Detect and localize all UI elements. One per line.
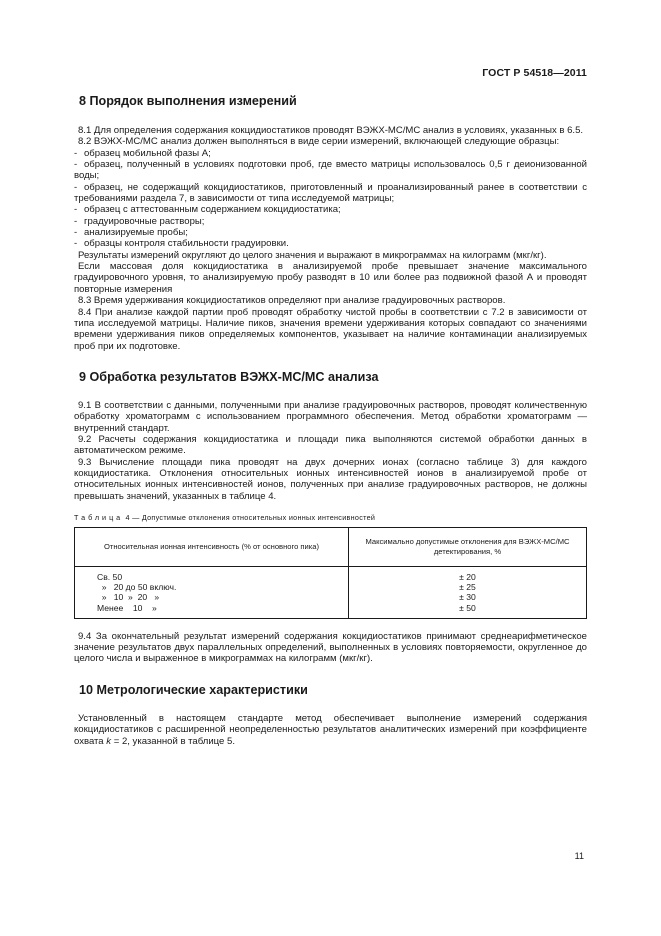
table-header-deviation: Максимально допустимые отклонения для ВЭЖХ-МС/МС детектирования, % (349, 527, 587, 566)
page-content (74, 94, 587, 747)
list-item: - анализируемые пробы; (74, 227, 188, 239)
section-9 (74, 370, 587, 665)
paragraph-9-1: 9.1 В соответствии с данными, полученными при анализе градуировочных растворов, проводят количественную обработку хроматограмм с использованием программного обеспечения. Метод обработки хроматограмм — внутренний стандарт. (74, 399, 587, 434)
paragraph-8-2: 8.2 ВЭЖХ-МС/МС анализ должен выполняться в виде серии измерений, включающей следующие образцы: (78, 136, 560, 148)
document-code: ГОСТ Р 54518—2011 (482, 67, 587, 79)
table-header-row (75, 527, 587, 566)
table-row (75, 582, 587, 592)
paragraph-results: Результаты измерений округляют до целого значения и выражают в микрограммах на килограмм (мкг/кг). (78, 249, 547, 261)
list-item: - градуировочные растворы; (74, 215, 205, 227)
section-10-title: 10 Метрологические характеристики (79, 682, 308, 697)
paragraph-8-4: 8.4 При анализе каждой партии проб проводят обработку чистой пробы в соответствии с 7.2 в зависимости от типа исследуемой матрицы. Наличие пиков, значения времени удерживания которых совпадают со значениями времени удерживания пиков определяемых компонентов, указывает на наличие контаминации анализируемых проб при их подготовке. (74, 306, 587, 352)
list-item: - образец мобильной фазы А; (74, 147, 211, 159)
section-10 (74, 683, 587, 747)
list-item: - образец, полученный в условиях подготовки проб, где вместо матрицы использовалось 0,5 г деионизованной воды; (74, 159, 587, 182)
table-header-intensity: Относительная ионная интенсивность (% от основного пика) (75, 527, 349, 566)
paragraph-8-1: 8.1 Для определения содержания кокцидиостатиков проводят ВЭЖХ-МС/МС анализ в условиях, указанных в 6.5. (78, 125, 584, 136)
table-cell-range: » 10 » 20 » (75, 592, 349, 602)
list-item: - образец, не содержащий кокцидиостатиков, приготовленный и проанализированный ранее в соответствии с требованиями раздела 7, в зависимости от типа исследуемой матрицы; (74, 181, 587, 205)
table-caption: Таблица 4 — Допустимые отклонения относительных ионных интенсивностей (74, 512, 376, 522)
table-cell-deviation: ± 20 (349, 566, 587, 582)
table-cell-deviation: ± 50 (349, 603, 587, 619)
table-row (75, 566, 587, 582)
table-cell-range: » 20 до 50 включ. (75, 582, 349, 592)
paragraph-dilution: Если массовая доля кокцидиостатика в анализируемой пробе превышает значение максимального градуировочного уровня, то анализируемую пробу разводят в 10 или более раз подвижной фазой А и проводят повторные измерения (74, 261, 587, 295)
table-row (75, 592, 587, 602)
table-cell-deviation: ± 30 (349, 592, 587, 602)
deviation-table (74, 527, 587, 619)
paragraph-9-4: 9.4 За окончательный результат измерений содержания кокцидиостатиков принимают среднеарифметическое значение результатов двух параллельных определений, выполненных в условиях повторяемости, округленное до целого числа и выраженное в микрограммах на килограмм (мкг/кг). (74, 630, 587, 665)
list-item: - образцы контроля стабильности градуировки. (74, 238, 289, 250)
coverage-factor-symbol: k (106, 735, 112, 747)
section-8 (74, 94, 587, 352)
table-row (75, 603, 587, 619)
page-number: 11 (574, 851, 584, 861)
table-cell-deviation: ± 25 (349, 582, 587, 592)
paragraph-9-3: 9.3 Вычисление площади пика проводят на двух дочерних ионах (согласно таблице 3) для каждого кокцидиостатика. Отклонения относительных ионных интенсивностей ионов в анализируемой пробе от относительных ионных интенсивностей ионов, полученных при анализе градуировочных растворов, не должны превышать значений, указанных в таблице 4. (74, 456, 587, 502)
table-cell-range: Менее 10 » (75, 603, 349, 619)
paragraph-10-intro: Установленный в настоящем стандарте метод обеспечивает выполнение измерений содержания кокцидиостатиков с расширенной неопределенностью результатов аналитических измерений при коэффициенте охвата k = 2, указанной в таблице 5. (74, 712, 587, 747)
section-9-title: 9 Обработка результатов ВЭЖХ-МС/МС анализа (79, 369, 379, 384)
table-cell-range: Св. 50 (75, 566, 349, 582)
paragraph-8-3: 8.3 Время удерживания кокцидиостатиков определяют при анализе градуировочных растворов. (78, 295, 506, 307)
list-item: - образец с аттестованным содержанием кокцидиостатика; (74, 204, 341, 216)
paragraph-9-2: 9.2 Расчеты содержания кокцидиостатика и площади пика выполняются системой обработки данных в автоматическом режиме. (74, 433, 587, 457)
section-8-title: 8 Порядок выполнения измерений (79, 94, 297, 108)
